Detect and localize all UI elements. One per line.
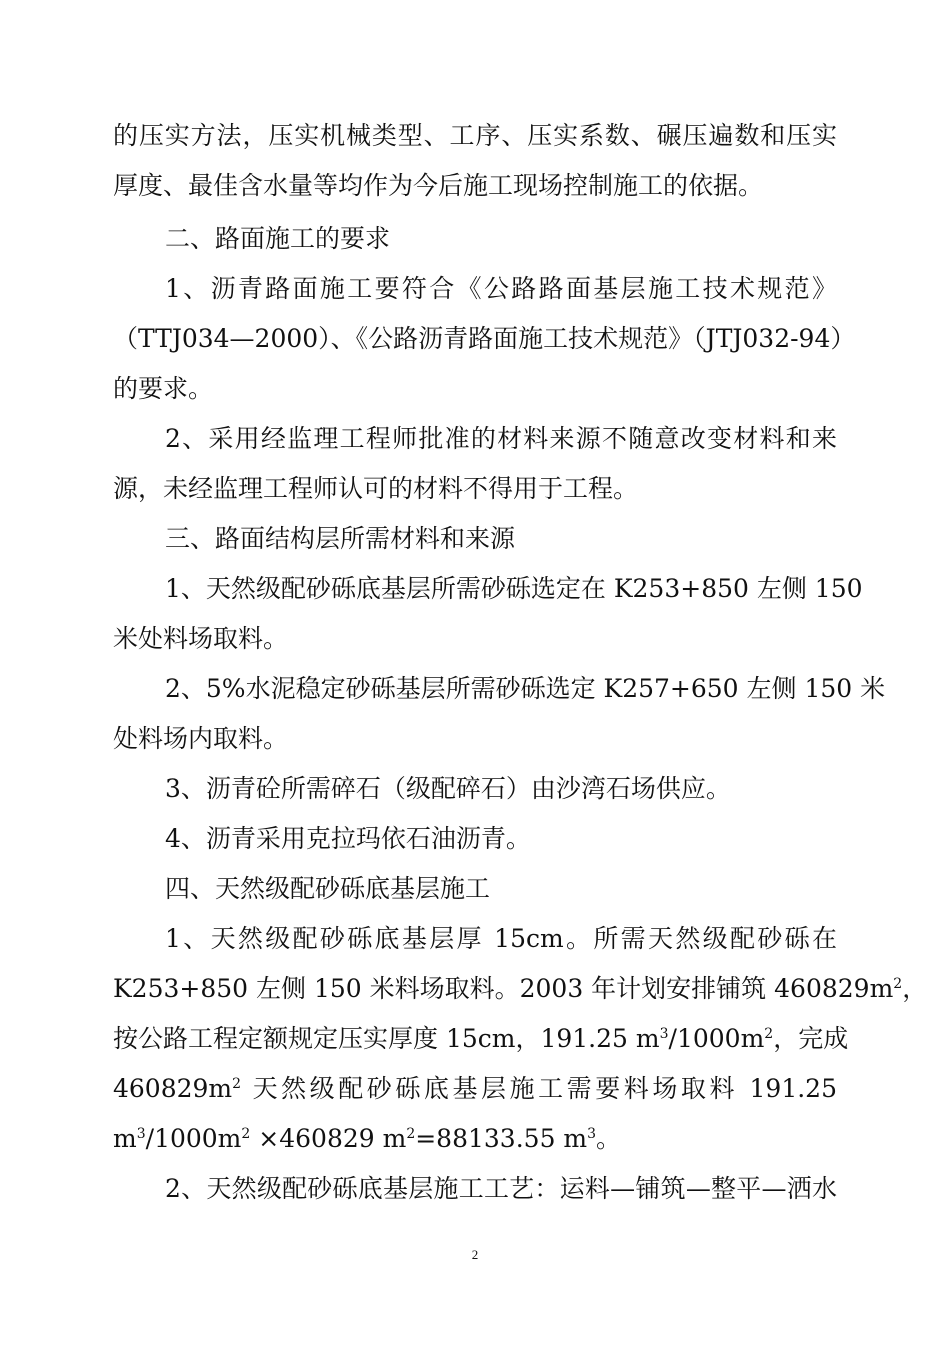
paragraph-first-line: 2、天然级配砂砾底基层施工工艺：运料—铺筑—整平—洒水 xyxy=(165,1174,837,1203)
paragraph-first-line: 2、5%水泥稳定砂砾基层所需砂砾选定 K257+650 左侧 150 米 xyxy=(165,674,886,703)
text-run: /1000m xyxy=(668,1024,765,1053)
page-number: 2 xyxy=(471,1247,479,1262)
text-run: ， xyxy=(902,974,928,1003)
body-text-line: （TTJ034—2000）、《公路沥青路面施工技术规范》（JTJ032-94） xyxy=(113,324,856,353)
text-run: m xyxy=(113,1124,137,1153)
paragraph-first-line: 1、天然级配砂砾底基层所需砂砾选定在 K253+850 左侧 150 xyxy=(165,574,863,603)
paragraph-first-line: 1、天然级配砂砾底基层厚 15cm。所需天然级配砂砾在 xyxy=(165,924,837,953)
text-run: ，完成 xyxy=(773,1024,849,1053)
superscript: 2 xyxy=(241,1126,251,1142)
formula-text-line xyxy=(113,1124,837,1154)
superscript: 3 xyxy=(587,1126,597,1142)
body-text-line: 厚度、最佳含水量等均作为今后施工现场控制施工的依据。 xyxy=(113,171,764,200)
text-run: 。 xyxy=(596,1124,622,1153)
text-run: K253+850 左侧 150 米料场取料。2003 年计划安排铺筑 460829m xyxy=(113,974,894,1003)
text-run: /1000m xyxy=(145,1124,242,1153)
superscript: 2 xyxy=(232,1076,242,1092)
section-heading: 二、路面施工的要求 xyxy=(165,224,391,253)
list-item: 3、沥青砼所需碎石（级配碎石）由沙湾石场供应。 xyxy=(165,774,731,803)
body-text-line: 的压实方法，压实机械类型、工序、压实系数、碾压遍数和压实 xyxy=(113,121,837,150)
formula-text-line xyxy=(113,974,928,1004)
superscript: 2 xyxy=(893,976,903,992)
superscript: 2 xyxy=(764,1026,774,1042)
superscript: 3 xyxy=(659,1026,669,1042)
paragraph-first-line: 1、沥青路面施工要符合《公路路面基层施工技术规范》 xyxy=(165,274,837,303)
paragraph-first-line: 2、采用经监理工程师批准的材料来源不随意改变材料和来 xyxy=(165,424,837,453)
formula-text-line xyxy=(113,1074,837,1104)
body-text-line: 源，未经监理工程师认可的材料不得用于工程。 xyxy=(113,474,639,503)
body-text-line: 处料场内取料。 xyxy=(113,724,289,753)
section-heading: 四、天然级配砂砾底基层施工 xyxy=(165,874,491,903)
text-run: 天然级配砂砾底基层施工需要料场取料 191.25 xyxy=(241,1074,837,1103)
superscript: 3 xyxy=(136,1126,146,1142)
list-item: 4、沥青采用克拉玛依石油沥青。 xyxy=(165,824,531,853)
text-run: 按公路工程定额规定压实厚度 15cm，191.25 m xyxy=(113,1024,660,1053)
text-run: ×460829 m xyxy=(250,1124,407,1153)
text-run: 460829m xyxy=(113,1074,233,1103)
body-text-line: 米处料场取料。 xyxy=(113,624,289,653)
superscript: 2 xyxy=(406,1126,416,1142)
section-heading: 三、路面结构层所需材料和来源 xyxy=(165,524,516,553)
body-text-line: 的要求。 xyxy=(113,374,214,403)
text-run: =88133.55 m xyxy=(415,1124,588,1153)
formula-text-line xyxy=(113,1024,849,1054)
